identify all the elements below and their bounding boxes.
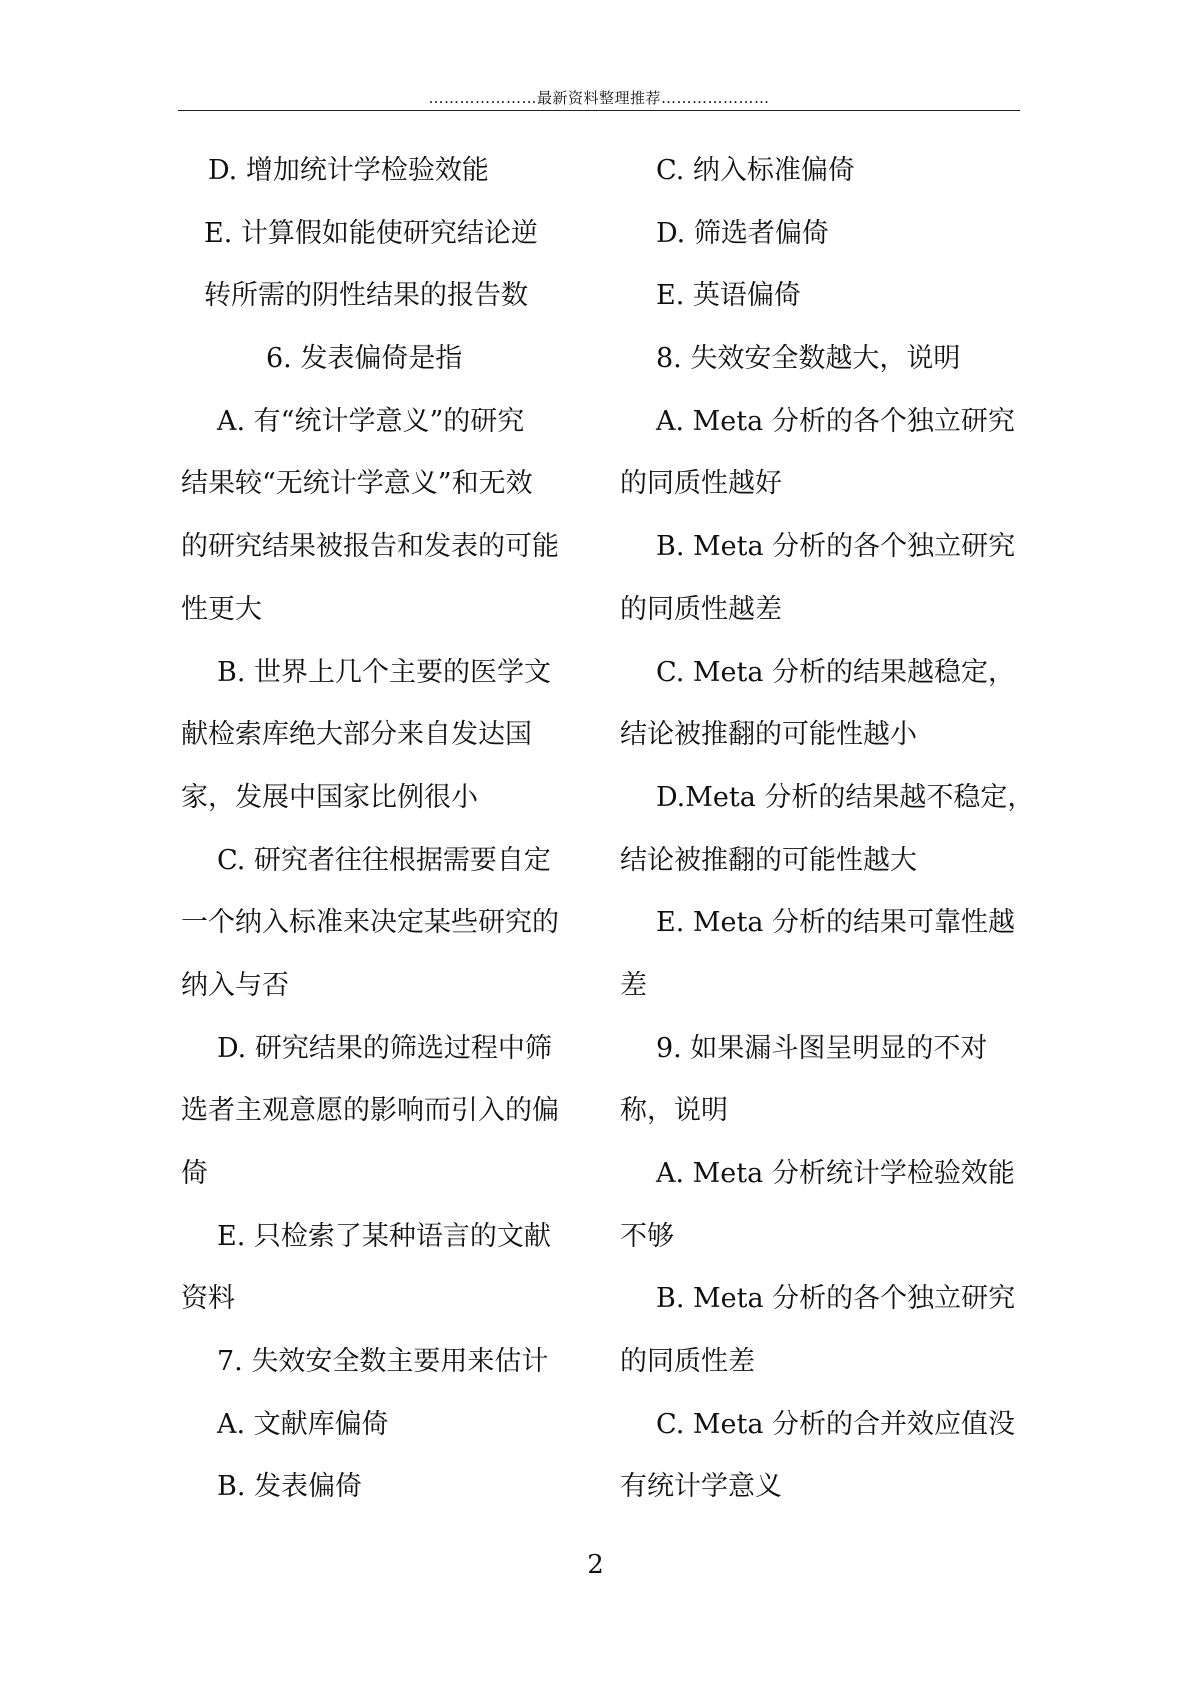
text-line: 7. 失效安全数主要用来估计 (217, 1346, 549, 1378)
text-line: 的同质性差 (620, 1346, 755, 1378)
text-line: E. 只检索了某种语言的文献 (217, 1220, 551, 1252)
text-line: A. 有“统计学意义”的研究 (217, 405, 525, 437)
text-line: 家，发展中国家比例很小 (181, 781, 478, 813)
text-line: A. Meta 分析统计学检验效能 (656, 1158, 1015, 1189)
text-line: 9. 如果漏斗图呈明显的不对 (656, 1032, 988, 1064)
text-line: 差 (620, 969, 647, 1001)
text-line: 的同质性越好 (620, 468, 782, 500)
left-column (181, 140, 581, 1519)
text-line: D. 研究结果的筛选过程中筛 (217, 1032, 552, 1064)
text-line: B. Meta 分析的各个独立研究 (656, 1283, 1016, 1315)
page-number: 2 (587, 1550, 604, 1580)
text-line: E. 英语偏倚 (656, 280, 801, 312)
text-line: 8. 失效安全数越大，说明 (656, 343, 961, 375)
text-line: 结论被推翻的可能性越大 (620, 844, 917, 876)
text-line: B. 世界上几个主要的医学文 (217, 656, 552, 688)
text-line: 性更大 (181, 593, 262, 625)
text-line: C. Meta 分析的结果越稳定， (656, 656, 1016, 688)
header-text: …………………最新资料整理推荐………………… (428, 89, 770, 107)
text-line: E. Meta 分析的结果可靠性越 (656, 907, 1016, 939)
text-line: B. Meta 分析的各个独立研究 (656, 531, 1016, 563)
text-line: 的同质性越差 (620, 593, 782, 625)
text-line: 结果较“无统计学意义”和无效 (181, 468, 533, 500)
text-line: 转所需的阴性结果的报告数 (204, 280, 528, 312)
text-line: 纳入与否 (181, 969, 289, 1001)
text-line: 的研究结果被报告和发表的可能 (181, 531, 559, 563)
text-line: C. 研究者往往根据需要自定 (217, 844, 551, 876)
text-line: 献检索库绝大部分来自发达国 (181, 719, 532, 751)
text-line: 一个纳入标准来决定某些研究的 (181, 907, 559, 939)
text-line: 不够 (620, 1220, 674, 1252)
page-header (178, 88, 1020, 111)
text-line: A. Meta 分析的各个独立研究 (656, 405, 1015, 437)
text-line: B. 发表偏倚 (217, 1471, 363, 1503)
text-line: 有统计学意义 (620, 1471, 782, 1503)
text-line: 资料 (181, 1283, 235, 1315)
text-line: D. 增加统计学检验效能 (208, 155, 489, 186)
text-line: 6. 发表偏倚是指 (266, 343, 463, 375)
text-line: 称，说明 (620, 1095, 728, 1127)
text-line: E. 计算假如能使研究结论逆 (204, 217, 538, 249)
text-line: D. 筛选者偏倚 (656, 217, 829, 249)
right-column (620, 140, 1035, 1519)
text-line: A. 文献库偏倚 (217, 1408, 389, 1440)
text-line: 倚 (181, 1158, 208, 1189)
text-line: 选者主观意愿的影响而引入的偏 (181, 1095, 559, 1127)
text-line: C. Meta 分析的合并效应值没 (656, 1408, 1016, 1440)
text-line: C. 纳入标准偏倚 (656, 155, 855, 186)
text-line: 结论被推翻的可能性越小 (620, 719, 917, 751)
text-line: D.Meta 分析的结果越不稳定， (656, 781, 1035, 813)
